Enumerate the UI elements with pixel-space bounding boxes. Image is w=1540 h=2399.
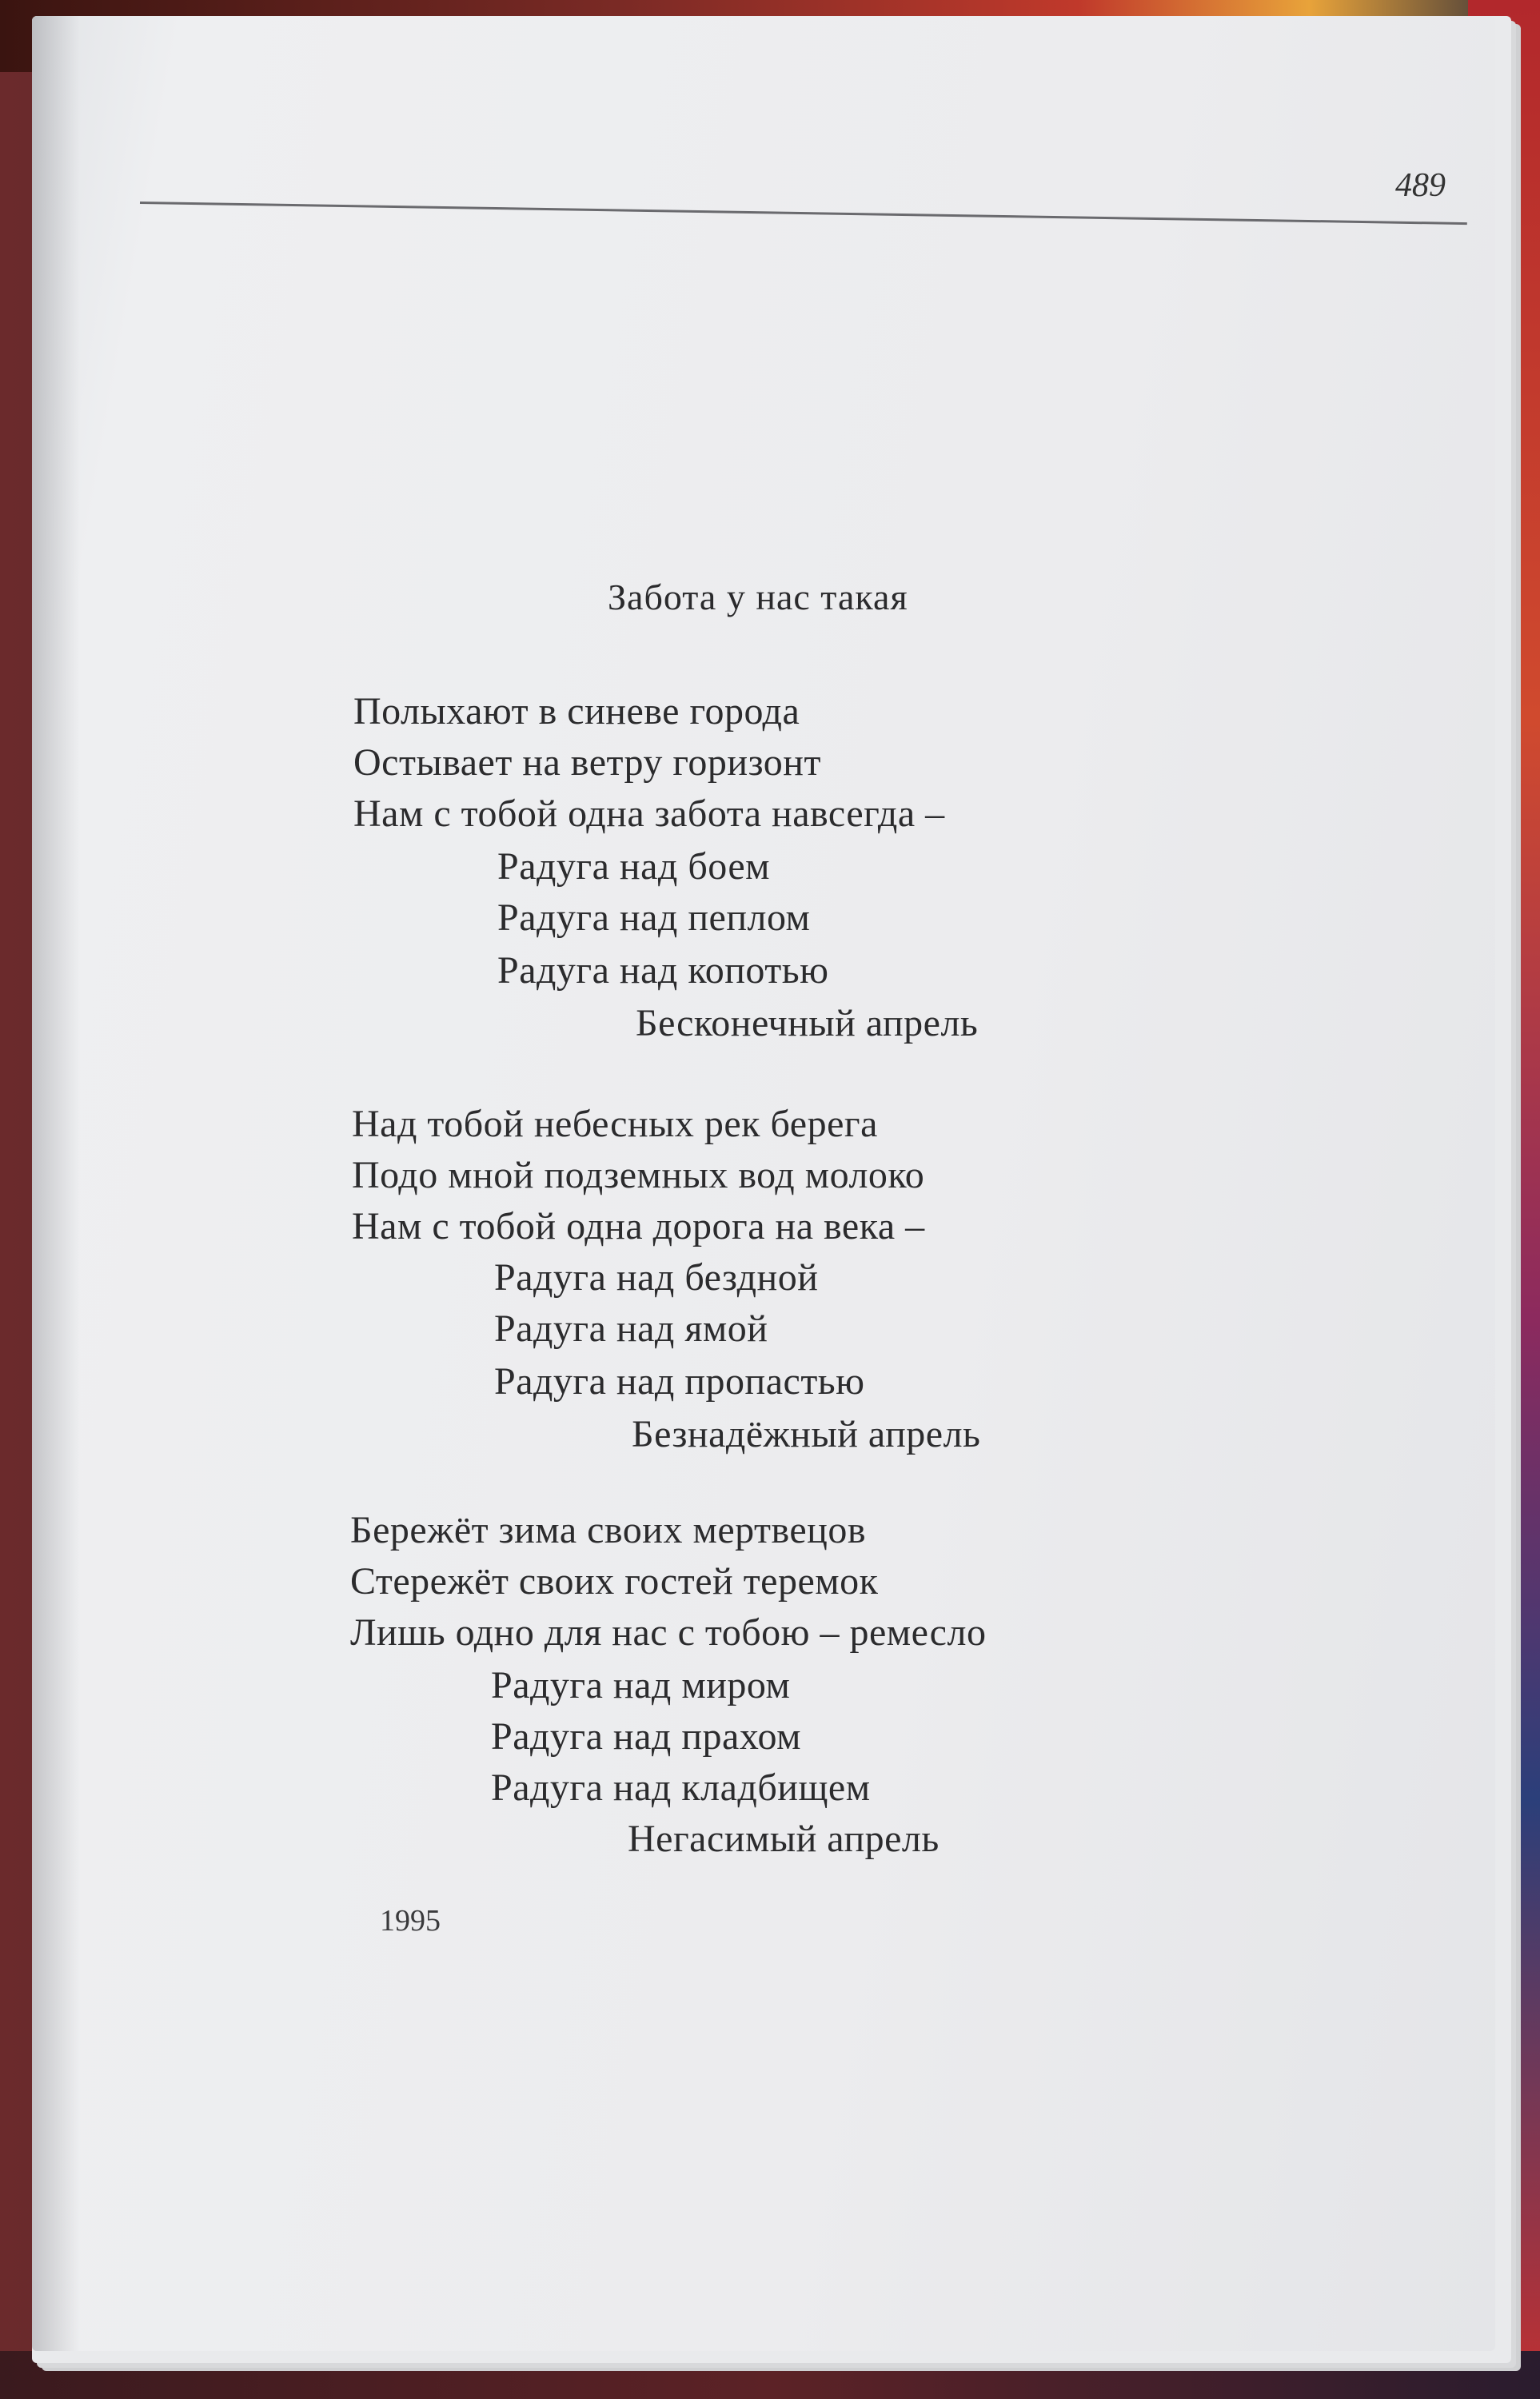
- poem-line: Бережёт зима своих мертвецов: [350, 1509, 867, 1551]
- poem-line: Радуга над пропастью: [494, 1360, 865, 1403]
- poem-line: Радуга над бездной: [494, 1256, 819, 1299]
- poem-line: Нам с тобой одна дорога на века –: [352, 1205, 925, 1247]
- poem-line: Радуга над миром: [491, 1664, 791, 1706]
- poem-line: Негасимый апрель: [628, 1818, 940, 1860]
- poem-line: Полыхают в синеве города: [353, 690, 800, 732]
- poem-line: Радуга над ямой: [494, 1307, 768, 1350]
- poem-line: Лишь одно для нас с тобою – ремесло: [350, 1611, 987, 1654]
- poem-line: Над тобой небесных рек берега: [352, 1103, 878, 1145]
- poem-line: Нам с тобой одна забота навсегда –: [353, 792, 945, 835]
- poem-line: Безнадёжный апрель: [632, 1413, 981, 1455]
- poem-year: 1995: [380, 1904, 441, 1938]
- poem-line: Радуга над копотью: [497, 949, 829, 992]
- header-rule: [140, 202, 1467, 225]
- poem-line: Бесконечный апрель: [636, 1002, 979, 1044]
- poem-line: Остывает на ветру горизонт: [353, 741, 821, 784]
- page-number: 489: [1395, 167, 1446, 204]
- poem-line: Радуга над пеплом: [497, 896, 811, 939]
- book-page: [32, 16, 1495, 2351]
- poem-line: Радуга над боем: [497, 845, 771, 888]
- poem-line: Радуга над прахом: [491, 1715, 801, 1758]
- poem-line: Подо мной подземных вод молоко: [352, 1154, 925, 1196]
- poem-title: Забота у нас такая: [608, 577, 908, 617]
- poem-line: Стережёт своих гостей теремок: [350, 1560, 879, 1603]
- poem-line: Радуга над кладбищем: [491, 1766, 871, 1809]
- gutter-shadow: [32, 16, 80, 2351]
